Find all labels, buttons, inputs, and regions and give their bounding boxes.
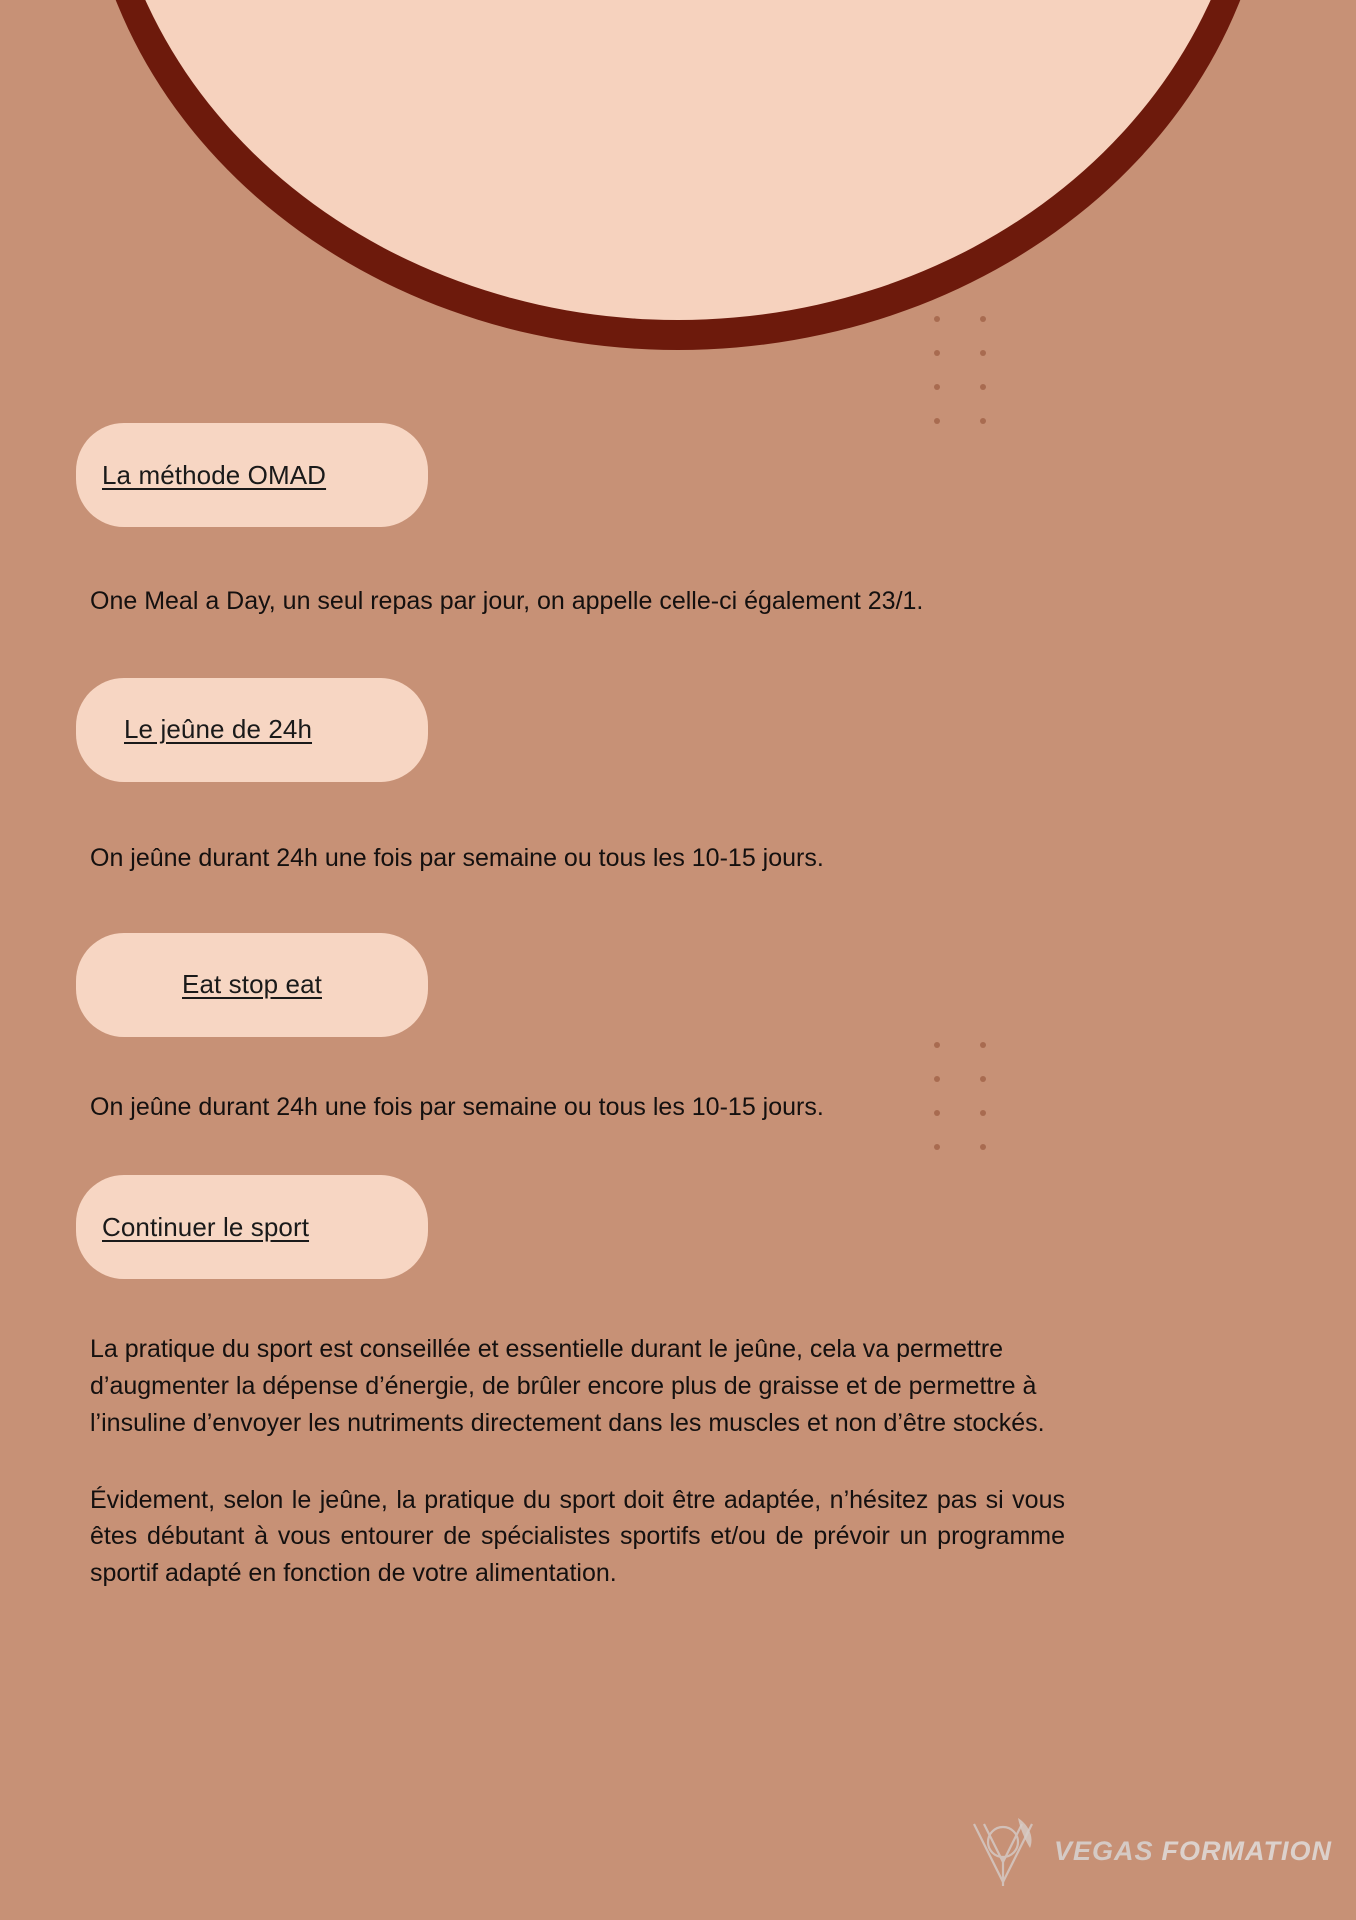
logo-word-formation: FORMATION bbox=[1161, 1835, 1332, 1866]
section-heading-label: Eat stop eat bbox=[182, 969, 322, 999]
section-paragraph-omad: One Meal a Day, un seul repas par jour, on appelle celle-ci également 23/1. bbox=[90, 587, 924, 615]
logo-word-vegas: VEGAS bbox=[1053, 1835, 1154, 1866]
section-paragraph-sport-2: Évidement, selon le jeûne, la pratique du sport doit être adaptée, n’hésitez pas si vous êtes débutant à vous entourer de spécialistes sportifs et/ou de prévoir un programme sportif adapté en fonction de votre alimentation. bbox=[90, 1485, 1065, 1587]
brand-logo bbox=[960, 1808, 1332, 1894]
section-paragraph-eatstopeat: On jeûne durant 24h une fois par semaine ou tous les 10-15 jours. bbox=[90, 1092, 824, 1121]
section-heading-label: Le jeûne de 24h bbox=[124, 714, 313, 745]
section-heading-eatstopeat bbox=[76, 933, 428, 1037]
section-heading-omad bbox=[76, 423, 428, 527]
section-paragraph-jeune24h: On jeûne durant 24h une fois par semaine ou tous les 10-15 jours. bbox=[90, 843, 824, 872]
vegas-logo-icon bbox=[960, 1808, 1046, 1894]
section-heading-label: Continuer le sport bbox=[102, 1211, 310, 1242]
section-heading-sport bbox=[76, 1175, 428, 1279]
section-heading-label: La méthode OMAD bbox=[102, 459, 327, 490]
logo-wordmark bbox=[1054, 1836, 1332, 1867]
section-paragraph-sport-1: La pratique du sport est conseillée et essentielle durant le jeûne, cela va permettre d’augmenter la dépense d’énergie, de brûler encore plus de graisse et de permettre à l’insuline d’envoyer les nutriments directement dans les muscles et non d’être stockés. bbox=[90, 1335, 1045, 1437]
section-heading-jeune24h bbox=[76, 678, 428, 782]
